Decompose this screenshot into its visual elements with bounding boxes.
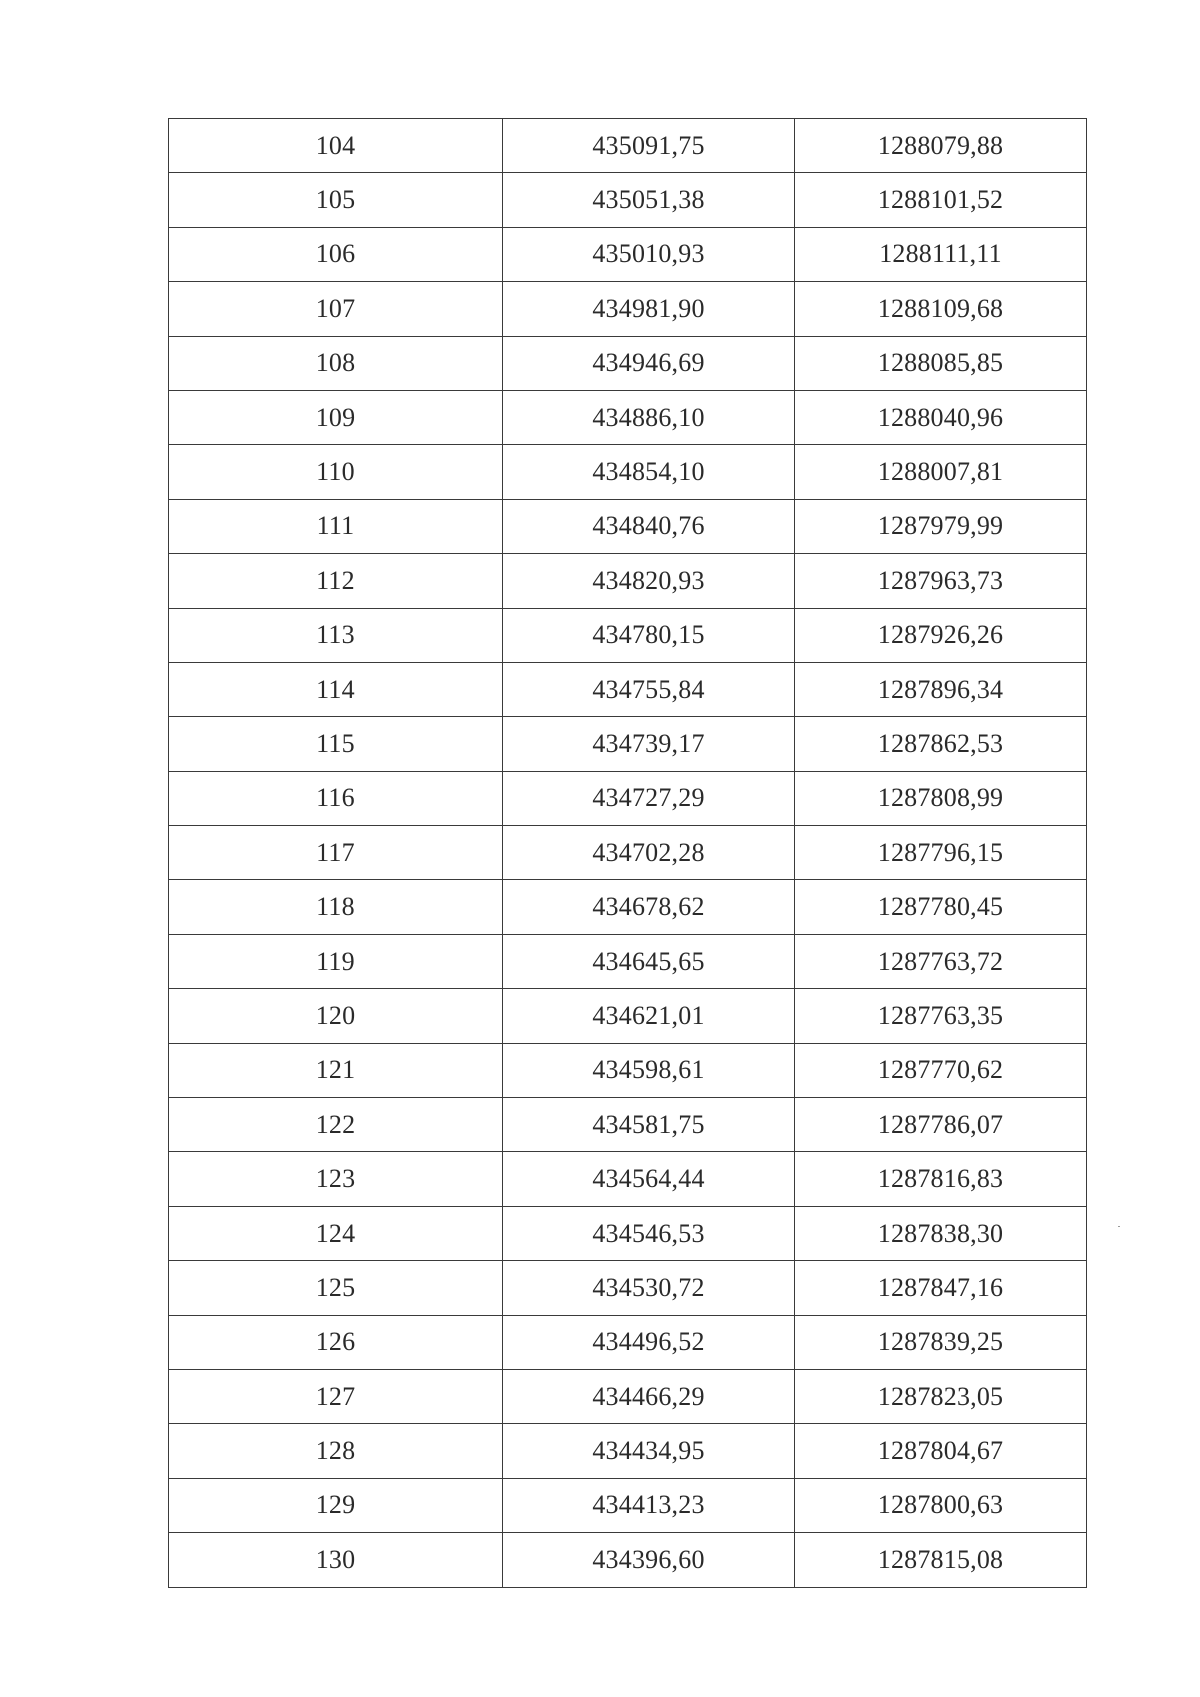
point-number-cell: 121 bbox=[169, 1043, 503, 1097]
point-number-cell: 123 bbox=[169, 1152, 503, 1206]
point-number-cell: 117 bbox=[169, 826, 503, 880]
table-row bbox=[169, 880, 1087, 934]
x-coordinate-cell: 434581,75 bbox=[503, 1098, 795, 1152]
table-row bbox=[169, 608, 1087, 662]
point-number-cell: 129 bbox=[169, 1478, 503, 1532]
table-row bbox=[169, 662, 1087, 716]
x-coordinate-cell: 435091,75 bbox=[503, 119, 795, 173]
x-coordinate-cell: 434413,23 bbox=[503, 1478, 795, 1532]
x-coordinate-cell: 434396,60 bbox=[503, 1533, 795, 1587]
point-number-cell: 118 bbox=[169, 880, 503, 934]
y-coordinate-cell: 1287823,05 bbox=[795, 1369, 1087, 1423]
table-row bbox=[169, 227, 1087, 281]
y-coordinate-cell: 1287862,53 bbox=[795, 717, 1087, 771]
x-coordinate-cell: 434598,61 bbox=[503, 1043, 795, 1097]
x-coordinate-cell: 434727,29 bbox=[503, 771, 795, 825]
y-coordinate-cell: 1287839,25 bbox=[795, 1315, 1087, 1369]
y-coordinate-cell: 1287838,30 bbox=[795, 1206, 1087, 1260]
point-number-cell: 120 bbox=[169, 989, 503, 1043]
y-coordinate-cell: 1287780,45 bbox=[795, 880, 1087, 934]
table-row bbox=[169, 1478, 1087, 1532]
x-coordinate-cell: 434466,29 bbox=[503, 1369, 795, 1423]
y-coordinate-cell: 1288040,96 bbox=[795, 390, 1087, 444]
x-coordinate-cell: 434645,65 bbox=[503, 934, 795, 988]
point-number-cell: 113 bbox=[169, 608, 503, 662]
y-coordinate-cell: 1288007,81 bbox=[795, 445, 1087, 499]
point-number-cell: 124 bbox=[169, 1206, 503, 1260]
point-number-cell: 109 bbox=[169, 390, 503, 444]
x-coordinate-cell: 434981,90 bbox=[503, 282, 795, 336]
y-coordinate-cell: 1288101,52 bbox=[795, 173, 1087, 227]
table-row bbox=[169, 282, 1087, 336]
point-number-cell: 108 bbox=[169, 336, 503, 390]
x-coordinate-cell: 434496,52 bbox=[503, 1315, 795, 1369]
x-coordinate-cell: 434840,76 bbox=[503, 499, 795, 553]
point-number-cell: 119 bbox=[169, 934, 503, 988]
y-coordinate-cell: 1287815,08 bbox=[795, 1533, 1087, 1587]
table-row bbox=[169, 717, 1087, 771]
y-coordinate-cell: 1288111,11 bbox=[795, 227, 1087, 281]
y-coordinate-cell: 1287963,73 bbox=[795, 554, 1087, 608]
x-coordinate-cell: 434755,84 bbox=[503, 662, 795, 716]
point-number-cell: 128 bbox=[169, 1424, 503, 1478]
table-row bbox=[169, 1424, 1087, 1478]
point-number-cell: 122 bbox=[169, 1098, 503, 1152]
table-row bbox=[169, 173, 1087, 227]
x-coordinate-cell: 434621,01 bbox=[503, 989, 795, 1043]
x-coordinate-cell: 434702,28 bbox=[503, 826, 795, 880]
y-coordinate-cell: 1287786,07 bbox=[795, 1098, 1087, 1152]
x-coordinate-cell: 435051,38 bbox=[503, 173, 795, 227]
point-number-cell: 116 bbox=[169, 771, 503, 825]
x-coordinate-cell: 434739,17 bbox=[503, 717, 795, 771]
x-coordinate-cell: 434780,15 bbox=[503, 608, 795, 662]
y-coordinate-cell: 1288085,85 bbox=[795, 336, 1087, 390]
table-row bbox=[169, 390, 1087, 444]
x-coordinate-cell: 434946,69 bbox=[503, 336, 795, 390]
table-row bbox=[169, 1533, 1087, 1587]
y-coordinate-cell: 1287847,16 bbox=[795, 1261, 1087, 1315]
x-coordinate-cell: 435010,93 bbox=[503, 227, 795, 281]
point-number-cell: 125 bbox=[169, 1261, 503, 1315]
y-coordinate-cell: 1287763,35 bbox=[795, 989, 1087, 1043]
point-number-cell: 104 bbox=[169, 119, 503, 173]
x-coordinate-cell: 434564,44 bbox=[503, 1152, 795, 1206]
point-number-cell: 127 bbox=[169, 1369, 503, 1423]
table-row bbox=[169, 499, 1087, 553]
x-coordinate-cell: 434678,62 bbox=[503, 880, 795, 934]
point-number-cell: 107 bbox=[169, 282, 503, 336]
y-coordinate-cell: 1287979,99 bbox=[795, 499, 1087, 553]
y-coordinate-cell: 1287796,15 bbox=[795, 826, 1087, 880]
y-coordinate-cell: 1287763,72 bbox=[795, 934, 1087, 988]
coordinates-table bbox=[168, 118, 1087, 1588]
table-row bbox=[169, 1261, 1087, 1315]
y-coordinate-cell: 1288109,68 bbox=[795, 282, 1087, 336]
x-coordinate-cell: 434854,10 bbox=[503, 445, 795, 499]
table-row bbox=[169, 119, 1087, 173]
table-row bbox=[169, 445, 1087, 499]
point-number-cell: 115 bbox=[169, 717, 503, 771]
point-number-cell: 126 bbox=[169, 1315, 503, 1369]
x-coordinate-cell: 434434,95 bbox=[503, 1424, 795, 1478]
y-coordinate-cell: 1287800,63 bbox=[795, 1478, 1087, 1532]
y-coordinate-cell: 1287816,83 bbox=[795, 1152, 1087, 1206]
scan-speck bbox=[1118, 1226, 1120, 1227]
table-row bbox=[169, 1152, 1087, 1206]
table-row bbox=[169, 1315, 1087, 1369]
coordinates-table-body bbox=[169, 119, 1087, 1588]
table-row bbox=[169, 1369, 1087, 1423]
point-number-cell: 110 bbox=[169, 445, 503, 499]
table-row bbox=[169, 826, 1087, 880]
y-coordinate-cell: 1287804,67 bbox=[795, 1424, 1087, 1478]
table-row bbox=[169, 1098, 1087, 1152]
point-number-cell: 130 bbox=[169, 1533, 503, 1587]
x-coordinate-cell: 434546,53 bbox=[503, 1206, 795, 1260]
x-coordinate-cell: 434530,72 bbox=[503, 1261, 795, 1315]
table-row bbox=[169, 554, 1087, 608]
y-coordinate-cell: 1287926,26 bbox=[795, 608, 1087, 662]
y-coordinate-cell: 1287896,34 bbox=[795, 662, 1087, 716]
table-row bbox=[169, 336, 1087, 390]
table-row bbox=[169, 1043, 1087, 1097]
table-row bbox=[169, 989, 1087, 1043]
y-coordinate-cell: 1287770,62 bbox=[795, 1043, 1087, 1097]
y-coordinate-cell: 1287808,99 bbox=[795, 771, 1087, 825]
x-coordinate-cell: 434820,93 bbox=[503, 554, 795, 608]
x-coordinate-cell: 434886,10 bbox=[503, 390, 795, 444]
point-number-cell: 114 bbox=[169, 662, 503, 716]
point-number-cell: 112 bbox=[169, 554, 503, 608]
point-number-cell: 105 bbox=[169, 173, 503, 227]
y-coordinate-cell: 1288079,88 bbox=[795, 119, 1087, 173]
table-row bbox=[169, 934, 1087, 988]
point-number-cell: 106 bbox=[169, 227, 503, 281]
table-row bbox=[169, 771, 1087, 825]
point-number-cell: 111 bbox=[169, 499, 503, 553]
table-row bbox=[169, 1206, 1087, 1260]
